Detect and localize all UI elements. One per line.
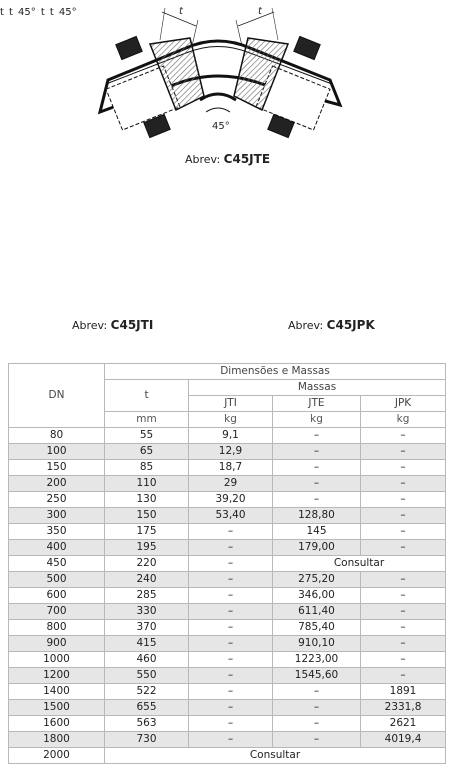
fitting-code: C45JPK — [326, 318, 375, 332]
mass-jpk-cell: – — [361, 492, 446, 508]
mass-jti-cell: – — [189, 636, 273, 652]
t-cell: 415 — [105, 636, 189, 652]
mass-jte-cell: 1223,00 — [273, 652, 361, 668]
mass-jti-cell: – — [189, 524, 273, 540]
table-row — [9, 652, 446, 668]
dn-cell: 1400 — [9, 684, 105, 700]
table-row — [9, 668, 446, 684]
mass-jte-cell: – — [273, 732, 361, 748]
t-cell: 220 — [105, 556, 189, 572]
table-row — [9, 572, 446, 588]
dim-t-right: t — [258, 6, 262, 17]
dn-cell: 350 — [9, 524, 105, 540]
table-row — [9, 748, 446, 764]
mass-jpk-cell: – — [361, 572, 446, 588]
table-row — [9, 540, 446, 556]
table-row — [9, 476, 446, 492]
mass-jpk-cell: – — [361, 540, 446, 556]
mass-jti-cell: – — [189, 620, 273, 636]
t-cell: 563 — [105, 716, 189, 732]
dn-cell: 450 — [9, 556, 105, 572]
mass-jte-cell: 275,20 — [273, 572, 361, 588]
mass-jte-cell: – — [273, 460, 361, 476]
mass-jpk-cell: 4019,4 — [361, 732, 446, 748]
mass-jpk-cell: 1891 — [361, 684, 446, 700]
table-row — [9, 460, 446, 476]
table-title: Dimensões e Massas — [105, 364, 446, 380]
mass-jte-cell: – — [273, 492, 361, 508]
mass-jte-cell: – — [273, 716, 361, 732]
table-body — [9, 428, 446, 764]
dn-cell: 800 — [9, 620, 105, 636]
t-cell: 550 — [105, 668, 189, 684]
t-cell: 85 — [105, 460, 189, 476]
mass-jti-cell: 53,40 — [189, 508, 273, 524]
fittings-drawings — [0, 0, 450, 360]
dn-cell: 100 — [9, 444, 105, 460]
mass-jte-cell: – — [273, 476, 361, 492]
mass-jti-cell: 29 — [189, 476, 273, 492]
t-unit: mm — [105, 412, 189, 428]
massas-header: Massas — [189, 380, 446, 396]
mass-jte-cell: 128,80 — [273, 508, 361, 524]
table-row — [9, 444, 446, 460]
t-cell: 655 — [105, 700, 189, 716]
abrev-label: Abrev: — [288, 319, 324, 332]
dn-cell: 1200 — [9, 668, 105, 684]
caption-c45jpk — [288, 318, 375, 332]
caption-c45jti — [72, 318, 153, 332]
dn-cell: 1500 — [9, 700, 105, 716]
mass-jti-cell: 9,1 — [189, 428, 273, 444]
mass-jti-cell: 12,9 — [189, 444, 273, 460]
mass-jti-cell: – — [189, 604, 273, 620]
dn-cell: 200 — [9, 476, 105, 492]
mass-jti-cell: – — [189, 540, 273, 556]
mass-jti-cell: 39,20 — [189, 492, 273, 508]
table-row — [9, 620, 446, 636]
mass-jte-cell: 346,00 — [273, 588, 361, 604]
dn-cell: 2000 — [9, 748, 105, 764]
mass-jpk-cell: – — [361, 636, 446, 652]
consultar-cell: Consultar — [105, 748, 446, 764]
dn-cell: 600 — [9, 588, 105, 604]
mass-jpk-cell: – — [361, 588, 446, 604]
dimensions-masses-table — [8, 363, 446, 764]
mass-jte-cell: – — [273, 428, 361, 444]
fitting-code: C45JTI — [110, 318, 154, 332]
mass-jpk-cell: – — [361, 652, 446, 668]
dn-cell: 400 — [9, 540, 105, 556]
type-header-jti: JTI — [189, 396, 273, 412]
mass-jti-cell: – — [189, 716, 273, 732]
mass-jti-cell: 18,7 — [189, 460, 273, 476]
table-row — [9, 428, 446, 444]
dn-cell: 250 — [9, 492, 105, 508]
abrev-label: Abrev: — [185, 153, 221, 166]
mass-jti-cell: – — [189, 556, 273, 572]
mass-jpk-cell: 2621 — [361, 716, 446, 732]
t-cell: 55 — [105, 428, 189, 444]
table-row — [9, 588, 446, 604]
mass-jpk-cell: – — [361, 460, 446, 476]
t-cell: 195 — [105, 540, 189, 556]
abrev-label: Abrev: — [72, 319, 108, 332]
mass-jti-cell: – — [189, 668, 273, 684]
t-cell: 460 — [105, 652, 189, 668]
table-row — [9, 508, 446, 524]
mass-jpk-cell: – — [361, 444, 446, 460]
table-row — [9, 636, 446, 652]
dn-cell: 900 — [9, 636, 105, 652]
t-header: t — [105, 380, 189, 412]
mass-jpk-cell: – — [361, 620, 446, 636]
type-header-jpk: JPK — [361, 396, 446, 412]
dn-cell: 500 — [9, 572, 105, 588]
mass-jpk-cell: – — [361, 524, 446, 540]
table-row — [9, 492, 446, 508]
table-row — [9, 604, 446, 620]
table-row — [9, 684, 446, 700]
dn-cell: 700 — [9, 604, 105, 620]
mass-unit: kg — [361, 412, 446, 428]
mass-jti-cell: – — [189, 700, 273, 716]
dn-cell: 80 — [9, 428, 105, 444]
fitting-code: C45JTE — [223, 152, 271, 166]
t-cell: 330 — [105, 604, 189, 620]
dim-t-left: t — [179, 6, 183, 17]
mass-jte-cell: – — [273, 444, 361, 460]
mass-jte-cell: 179,00 — [273, 540, 361, 556]
mass-unit: kg — [189, 412, 273, 428]
bend-drawing-c45jpk: t t 45° — [40, 7, 77, 18]
bend-drawing-c45jti: t t 45° — [0, 7, 36, 18]
table-row — [9, 700, 446, 716]
mass-jpk-cell: – — [361, 476, 446, 492]
t-cell: 130 — [105, 492, 189, 508]
mass-jpk-cell: – — [361, 668, 446, 684]
t-cell: 240 — [105, 572, 189, 588]
mass-jti-cell: – — [189, 652, 273, 668]
mass-jti-cell: – — [189, 732, 273, 748]
t-cell: 370 — [105, 620, 189, 636]
mass-jte-cell: 1545,60 — [273, 668, 361, 684]
dn-cell: 300 — [9, 508, 105, 524]
caption-c45jte — [185, 152, 270, 166]
table-row — [9, 716, 446, 732]
mass-jte-cell: 611,40 — [273, 604, 361, 620]
mass-jte-cell: 145 — [273, 524, 361, 540]
t-cell: 110 — [105, 476, 189, 492]
t-cell: 522 — [105, 684, 189, 700]
angle-label: 45° — [212, 121, 230, 132]
mass-jte-cell: 785,40 — [273, 620, 361, 636]
dn-cell: 150 — [9, 460, 105, 476]
mass-jti-cell: – — [189, 684, 273, 700]
t-cell: 285 — [105, 588, 189, 604]
mass-unit: kg — [273, 412, 361, 428]
t-cell: 150 — [105, 508, 189, 524]
type-header-jte: JTE — [273, 396, 361, 412]
bend-drawing-c45jte — [100, 6, 340, 138]
mass-jpk-cell: – — [361, 428, 446, 444]
dn-cell: 1600 — [9, 716, 105, 732]
dn-header: DN — [9, 364, 105, 428]
table-row — [9, 524, 446, 540]
mass-jpk-cell: – — [361, 604, 446, 620]
dn-cell: 1800 — [9, 732, 105, 748]
dn-cell: 1000 — [9, 652, 105, 668]
mass-jte-cell: – — [273, 700, 361, 716]
mass-jti-cell: – — [189, 572, 273, 588]
mass-jpk-cell: – — [361, 508, 446, 524]
t-cell: 730 — [105, 732, 189, 748]
mass-jti-cell: – — [189, 588, 273, 604]
table-row — [9, 732, 446, 748]
t-cell: 65 — [105, 444, 189, 460]
table-row — [9, 556, 446, 572]
mass-jte-cell: 910,10 — [273, 636, 361, 652]
t-cell: 175 — [105, 524, 189, 540]
mass-jte-cell: – — [273, 684, 361, 700]
mass-jpk-cell: 2331,8 — [361, 700, 446, 716]
consultar-cell: Consultar — [273, 556, 446, 572]
